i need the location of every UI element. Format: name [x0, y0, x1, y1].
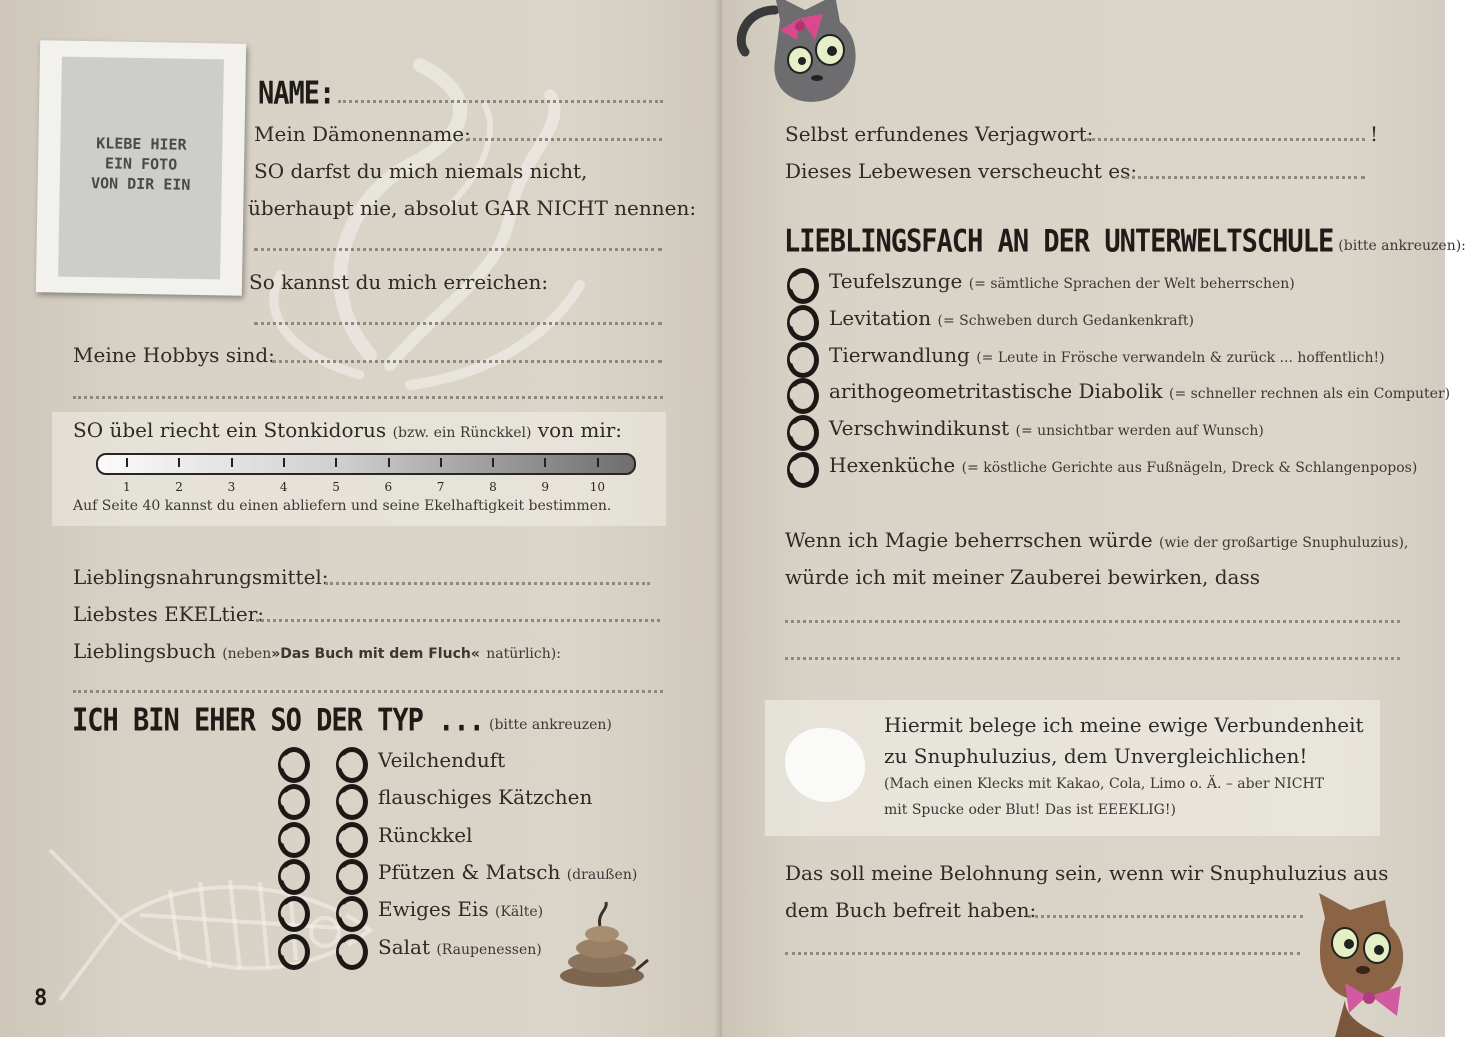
- magic-fill-line-2[interactable]: [785, 657, 1400, 660]
- magic-line1-paren: (wie der großartige Snuphuluzius),: [1158, 535, 1409, 551]
- type-option-right-label: flauschiges Kätzchen: [378, 785, 593, 810]
- subject-name: Levitation: [829, 305, 932, 330]
- demon-name-label: Mein Dämonenname:: [254, 122, 471, 146]
- stink-scale-tick-label: 7: [436, 480, 445, 494]
- subject-name: Tierwandlung: [829, 342, 970, 367]
- subject-heading: LIEBLINGSFACH AN DER UNTERWELTSCHULE: [784, 223, 1334, 260]
- brown-cat-icon: [1305, 888, 1440, 1037]
- scares-fill-line[interactable]: [1125, 176, 1365, 179]
- subject-option: [829, 306, 1194, 330]
- magic-line1: [785, 528, 1408, 552]
- type-option-right-note: (Kälte): [495, 904, 544, 921]
- book-title: »Das Buch mit dem Fluch«: [271, 646, 480, 662]
- subject-name: arithogeometritastische Diabolik: [829, 379, 1163, 404]
- subject-option: [829, 453, 1417, 477]
- name-label: NAME:: [258, 75, 335, 112]
- type-option-right-label: Pfützen & Matsch: [378, 859, 561, 884]
- hobbies-label: Meine Hobbys sind:: [73, 343, 275, 367]
- stink-note: Auf Seite 40 kannst du einen abliefern und seine Ekelhaftigkeit bestimmen.: [73, 498, 612, 514]
- type-checkbox-right[interactable]: [336, 934, 368, 970]
- subject-note: (= schneller rechnen als ein Computer): [1168, 386, 1451, 403]
- type-checkbox-left[interactable]: [278, 934, 310, 970]
- stink-scale-tick-label: 8: [489, 480, 497, 494]
- type-option-right: [378, 860, 637, 884]
- gray-cat-icon: [735, 0, 885, 115]
- magic-fill-line-1[interactable]: [785, 620, 1400, 623]
- book-label-main: Lieblingsbuch: [73, 639, 216, 663]
- type-heading-row: [72, 702, 612, 739]
- scares-label: Dieses Lebewesen verscheucht es:: [785, 159, 1138, 183]
- subject-option: [829, 343, 1385, 367]
- type-checkbox-left[interactable]: [278, 859, 310, 895]
- ekeltier-label: Liebstes EKELtier:: [73, 602, 265, 626]
- type-option-right-label: Ewiges Eis: [378, 897, 489, 922]
- type-checkbox-right[interactable]: [336, 896, 368, 932]
- stink-label-main: SO übel riecht ein Stonkidorus: [73, 418, 387, 442]
- subject-checkbox[interactable]: [787, 305, 819, 341]
- type-checkbox-left[interactable]: [278, 747, 310, 783]
- photo-area: [58, 57, 224, 280]
- type-checkbox-left[interactable]: [278, 822, 310, 858]
- stink-scale-tick: [388, 458, 390, 467]
- type-option-right-note: (draußen): [566, 866, 638, 883]
- stink-scale-tick: [440, 458, 442, 467]
- type-option-right: [378, 748, 505, 772]
- reward-fill-line-1[interactable]: [1028, 915, 1303, 918]
- type-checkbox-left[interactable]: [278, 896, 310, 932]
- name-fill-line[interactable]: [338, 100, 663, 103]
- never-call-fill-line[interactable]: [254, 248, 662, 251]
- type-checkbox-right[interactable]: [336, 822, 368, 858]
- stink-label-paren: (bzw. ein Rünckkel): [392, 425, 532, 441]
- food-label: Lieblingsnahrungsmittel:: [73, 565, 329, 589]
- stink-scale-tick-label: 4: [279, 480, 288, 494]
- type-option-right-label: Rünckkel: [378, 822, 473, 847]
- type-option-right-label: Salat: [378, 934, 430, 959]
- reward-fill-line-2[interactable]: [785, 952, 1300, 955]
- type-option-right: [378, 935, 542, 959]
- subject-note: (= Schweben durch Gedankenkraft): [937, 312, 1194, 329]
- subject-name: Teufelszunge: [829, 269, 963, 293]
- type-checkbox-right[interactable]: [336, 859, 368, 895]
- scare-word-label: Selbst erfundenes Verjagwort:: [785, 122, 1094, 146]
- oath-note2: mit Spucke oder Blut! Das ist EEEKLIG!): [884, 802, 1176, 818]
- stink-scale-tick: [492, 458, 494, 467]
- contact-fill-line[interactable]: [254, 322, 662, 325]
- type-option-right: [378, 823, 473, 847]
- subject-option: [829, 416, 1264, 440]
- type-hint: (bitte ankreuzen): [489, 717, 612, 733]
- stink-label: [73, 418, 622, 442]
- oath-line1: Hiermit belege ich meine ewige Verbundenheit: [884, 713, 1364, 737]
- stink-scale-tick-label: 10: [589, 480, 605, 494]
- book-paren-open: (neben: [222, 646, 272, 662]
- type-checkbox-right[interactable]: [336, 747, 368, 783]
- stink-scale-tick-label: 6: [384, 480, 393, 494]
- subject-checkbox[interactable]: [787, 452, 819, 488]
- photo-placeholder-text: KLEBE HIER EIN FOTO VON DIR EIN: [90, 134, 191, 194]
- type-heading: ICH BIN EHER SO DER TYP ...: [72, 702, 484, 739]
- type-option-right-label: Veilchenduft: [378, 748, 506, 772]
- stink-scale-tick-label: 9: [541, 480, 550, 494]
- subject-note: (= unsichtbar werden auf Wunsch): [1015, 423, 1264, 440]
- never-call-line2: überhaupt nie, absolut GAR NICHT nennen:: [248, 196, 697, 220]
- stink-scale-tick: [544, 458, 546, 467]
- scare-word-fill-line[interactable]: [1087, 138, 1365, 141]
- subject-heading-row: [784, 223, 1466, 260]
- never-call-line1: SO darfst du mich niemals nicht,: [254, 159, 588, 183]
- subject-name: Verschwindikunst: [829, 416, 1010, 441]
- subject-option: [829, 269, 1295, 293]
- reward-line1: Das soll meine Belohnung sein, wenn wir Snuphuluzius aus: [785, 861, 1389, 885]
- ekeltier-fill-line[interactable]: [256, 619, 660, 622]
- type-option-right-note: (Raupenessen): [436, 941, 542, 958]
- oath-note1: (Mach einen Klecks mit Kakao, Cola, Limo o. Ä. – aber NICHT: [884, 776, 1325, 792]
- subject-option: [829, 379, 1450, 403]
- fish-skeleton-icon: [40, 810, 380, 1030]
- reward-line2: dem Buch befreit haben:: [785, 898, 1037, 922]
- subject-name: Hexenküche: [829, 453, 956, 477]
- magic-line1-main: Wenn ich Magie beherrschen würde: [785, 528, 1153, 552]
- stink-scale-tick: [126, 458, 128, 467]
- stink-scale-bar[interactable]: [96, 453, 636, 475]
- stink-scale-tick: [178, 458, 180, 467]
- hobbies-fill-line-1[interactable]: [272, 360, 662, 363]
- hobbies-fill-line-2[interactable]: [73, 396, 663, 399]
- type-option-right: [378, 897, 543, 921]
- stink-scale-tick: [231, 458, 233, 467]
- poop-icon: [552, 898, 652, 988]
- stink-scale-tick-label: 5: [332, 480, 340, 494]
- contact-label: So kannst du mich erreichen:: [249, 270, 549, 294]
- photo-placeholder[interactable]: [36, 40, 246, 296]
- book-label: [73, 639, 561, 663]
- subject-hint: (bitte ankreuzen):: [1338, 238, 1466, 254]
- stink-scale-tick-label: 2: [175, 480, 183, 494]
- stink-scale-tick: [597, 458, 599, 467]
- oath-line2: zu Snuphuluzius, dem Unvergleichlichen!: [884, 744, 1308, 768]
- book-paren-close: natürlich):: [486, 646, 561, 662]
- subject-checkbox[interactable]: [787, 342, 819, 378]
- subject-note: (= köstliche Gerichte aus Fußnägeln, Dreck & Schlangenpopos): [961, 460, 1418, 476]
- stink-scale-tick: [335, 458, 337, 467]
- type-option-right: [378, 785, 592, 809]
- subject-note: (= Leute in Frösche verwandeln & zurück ... hoffentlich!): [976, 349, 1385, 366]
- stink-label-end: von mir:: [537, 418, 623, 442]
- demon-name-fill-line[interactable]: [467, 138, 662, 141]
- scare-word-end: !: [1370, 122, 1379, 146]
- food-fill-line[interactable]: [325, 582, 650, 585]
- subject-checkbox[interactable]: [787, 415, 819, 451]
- stink-scale-tick: [283, 458, 285, 467]
- book-fill-line[interactable]: [73, 690, 663, 693]
- subject-note: (= sämtliche Sprachen der Welt beherrschen): [968, 276, 1295, 292]
- left-page: [0, 0, 722, 1037]
- stink-scale-tick-label: 3: [227, 480, 236, 494]
- page-number: 8: [34, 986, 48, 1011]
- stink-scale-tick-label: 1: [123, 480, 131, 494]
- magic-line2: würde ich mit meiner Zauberei bewirken, dass: [785, 565, 1260, 589]
- subject-checkbox[interactable]: [787, 268, 819, 304]
